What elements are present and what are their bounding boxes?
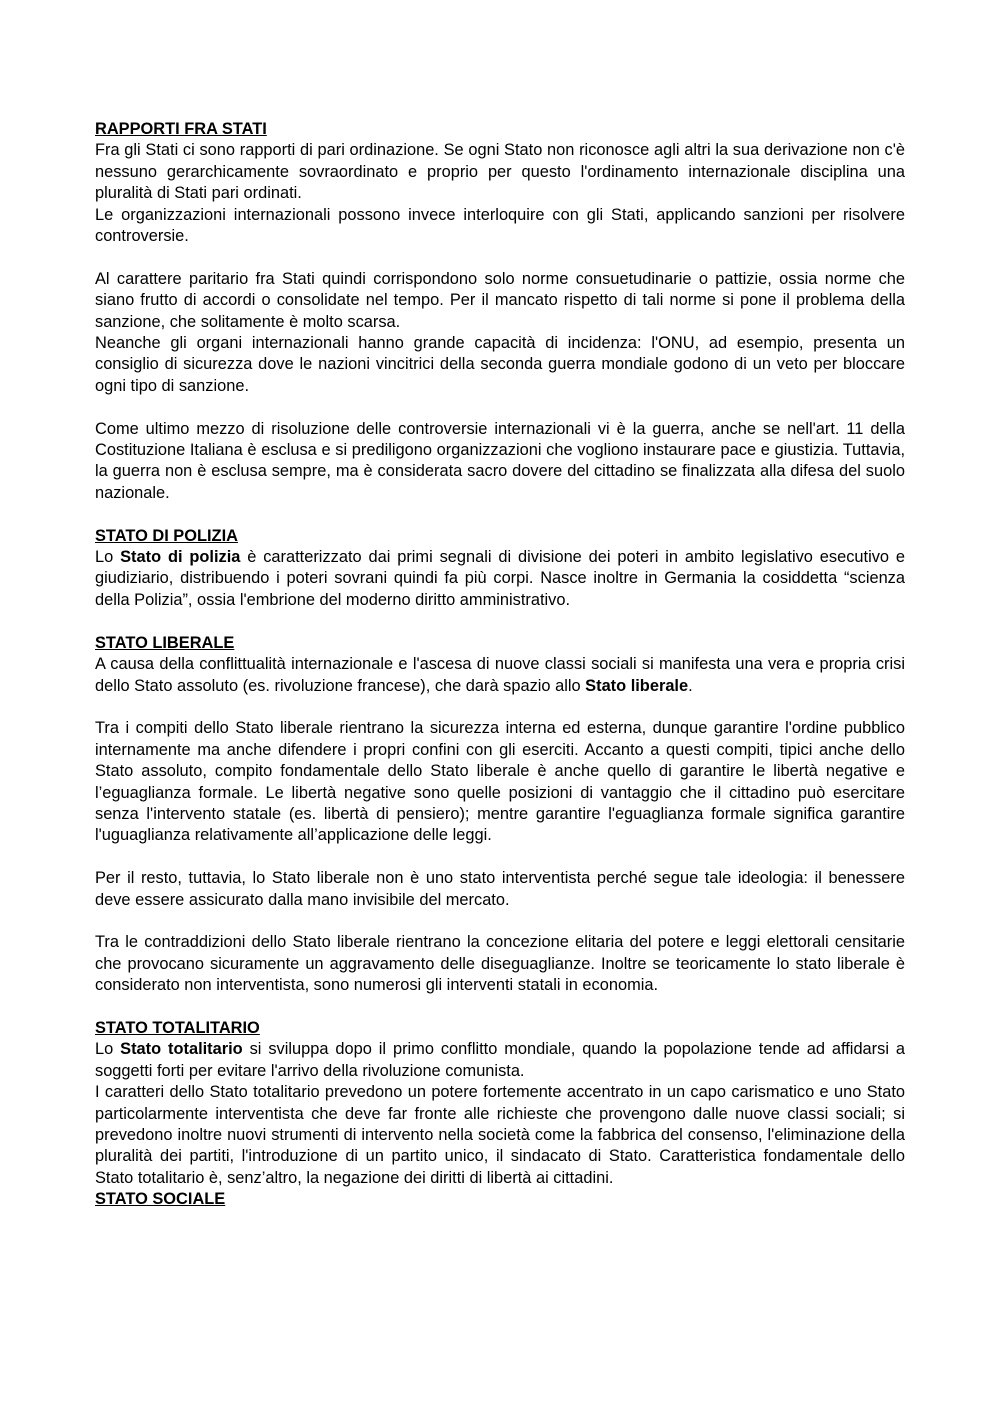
paragraph: Le organizzazioni internazionali possono invece interloquire con gli Stati, applicando sanzioni per risolvere controversie. <box>95 205 905 246</box>
paragraph-gap <box>95 397 905 418</box>
paragraph-gap <box>95 847 905 868</box>
text-run: è caratterizzato dai primi segnali di divisione dei poteri in ambito legislativo esecutivo e giudiziario, distribuendo i poteri sovrani quindi fa più corpi. Nasce inoltre in Germania la cosiddetta “scienza della Polizia”, ossia l'embrione del moderno diritto amministrativo. <box>95 548 905 609</box>
paragraph: Tra le contraddizioni dello Stato liberale rientrano la concezione elitaria del potere e leggi elettorali censitarie che provocano sicuramente un aggravamento delle diseguaglianze. Inoltre se teoricamente lo stato liberale è considerato non interventista, sono numerosi gli interventi statali in economia. <box>95 933 905 995</box>
bold-term: Stato liberale <box>585 676 689 695</box>
paragraph-gap <box>95 997 905 1018</box>
paragraph: Per il resto, tuttavia, lo Stato liberale non è uno stato interventista perché segue tale ideologia: il benessere deve essere assicurato dalla mano invisibile del mercato. <box>95 869 905 909</box>
paragraph-gap <box>95 911 905 932</box>
bold-term: Stato di polizia <box>120 548 241 567</box>
section-heading-polizia: STATO DI POLIZIA <box>95 526 238 545</box>
paragraph: Fra gli Stati ci sono rapporti di pari ordinazione. Se ogni Stato non riconosce agli altri la sua derivazione non c'è nessuno gerarchicamente sovraordinato e proprio per questo l'ordinamento internazionale disciplina una pluralità di Stati pari ordinati. <box>95 141 905 203</box>
paragraph-gap <box>95 504 905 525</box>
bold-term: Stato totalitario <box>120 1040 243 1059</box>
text-run: Lo <box>95 1040 121 1059</box>
paragraph <box>95 547 905 611</box>
paragraph-gap <box>95 611 905 632</box>
paragraph <box>95 654 905 697</box>
section-heading-totalitario: STATO TOTALITARIO <box>95 1018 260 1037</box>
text-run: . <box>688 676 693 695</box>
paragraph-gap <box>95 697 905 718</box>
paragraph: Al carattere paritario fra Stati quindi corrispondono solo norme consuetudinarie o pattizie, ossia norme che siano frutto di accordi o consolidate nel tempo. Per il mancato rispetto di tali norme si pone il problema della sanzione, che solitamente è molto scarsa. <box>95 269 905 331</box>
text-run: A causa della conflittualità internazionale e l'ascesa di nuove classi sociali si manifesta una vera e propria crisi dello Stato assoluto (es. rivoluzione francese), che darà spazio allo <box>95 655 905 695</box>
paragraph-gap <box>95 247 905 268</box>
paragraph <box>95 1039 905 1082</box>
text-run: si sviluppa dopo il primo conflitto mondiale, quando la popolazione tende ad affidarsi a soggetti forti per evitare l'arrivo della rivoluzione comunista. <box>95 1040 905 1080</box>
document-page <box>95 119 905 1211</box>
text-run: Lo <box>95 548 121 567</box>
paragraph: I caratteri dello Stato totalitario prevedono un potere fortemente accentrato in un capo carismatico e uno Stato particolarmente interventista che deve far fronte alle richieste che provengono dalle nuove classi sociali; si prevedono inoltre nuovi strumenti di intervento nella società come la fabbrica del consenso, l'eliminazione della pluralità dei partiti, l'introduzione di un partito unico, il sindacato di Stato. Caratteristica fondamentale dello Stato totalitario è, senz’altro, la negazione dei diritti di libertà ai cittadini. <box>95 1083 905 1187</box>
section-heading-sociale: STATO SOCIALE <box>95 1190 226 1209</box>
section-heading-rapporti: RAPPORTI FRA STATI <box>95 120 267 138</box>
paragraph: Neanche gli organi internazionali hanno grande capacità di incidenza: l'ONU, ad esempio, presenta un consiglio di sicurezza dove le nazioni vincitrici della seconda guerra mondiale godono di un veto per bloccare ogni tipo di sanzione. <box>95 334 905 395</box>
paragraph: Tra i compiti dello Stato liberale rientrano la sicurezza interna ed esterna, dunque garantire l'ordine pubblico internamente ma anche difendere i propri confini con gli eserciti. Accanto a questi compiti, tipici anche dello Stato assoluto, compito fondamentale dello Stato liberale è anche quello di garantire le libertà negative e l’eguaglianza formale. Le libertà negative sono quelle posizioni di vantaggio che il cittadino può esercitare senza l'intervento statale (es. libertà di pensiero); mentre garantire l'eguaglianza formale significa garantire l'uguaglianza relativamente all’applicazione delle leggi. <box>95 719 905 845</box>
paragraph: Come ultimo mezzo di risoluzione delle controversie internazionali vi è la guerra, anche se nell'art. 11 della Costituzione Italiana è esclusa e si prediligono organizzazioni che vogliono instaurare pace e giustizia. Tuttavia, la guerra non è esclusa sempre, ma è considerata sacro dovere del cittadino se finalizzata alla difesa del suolo nazionale. <box>95 419 905 502</box>
section-heading-liberale: STATO LIBERALE <box>95 633 235 652</box>
